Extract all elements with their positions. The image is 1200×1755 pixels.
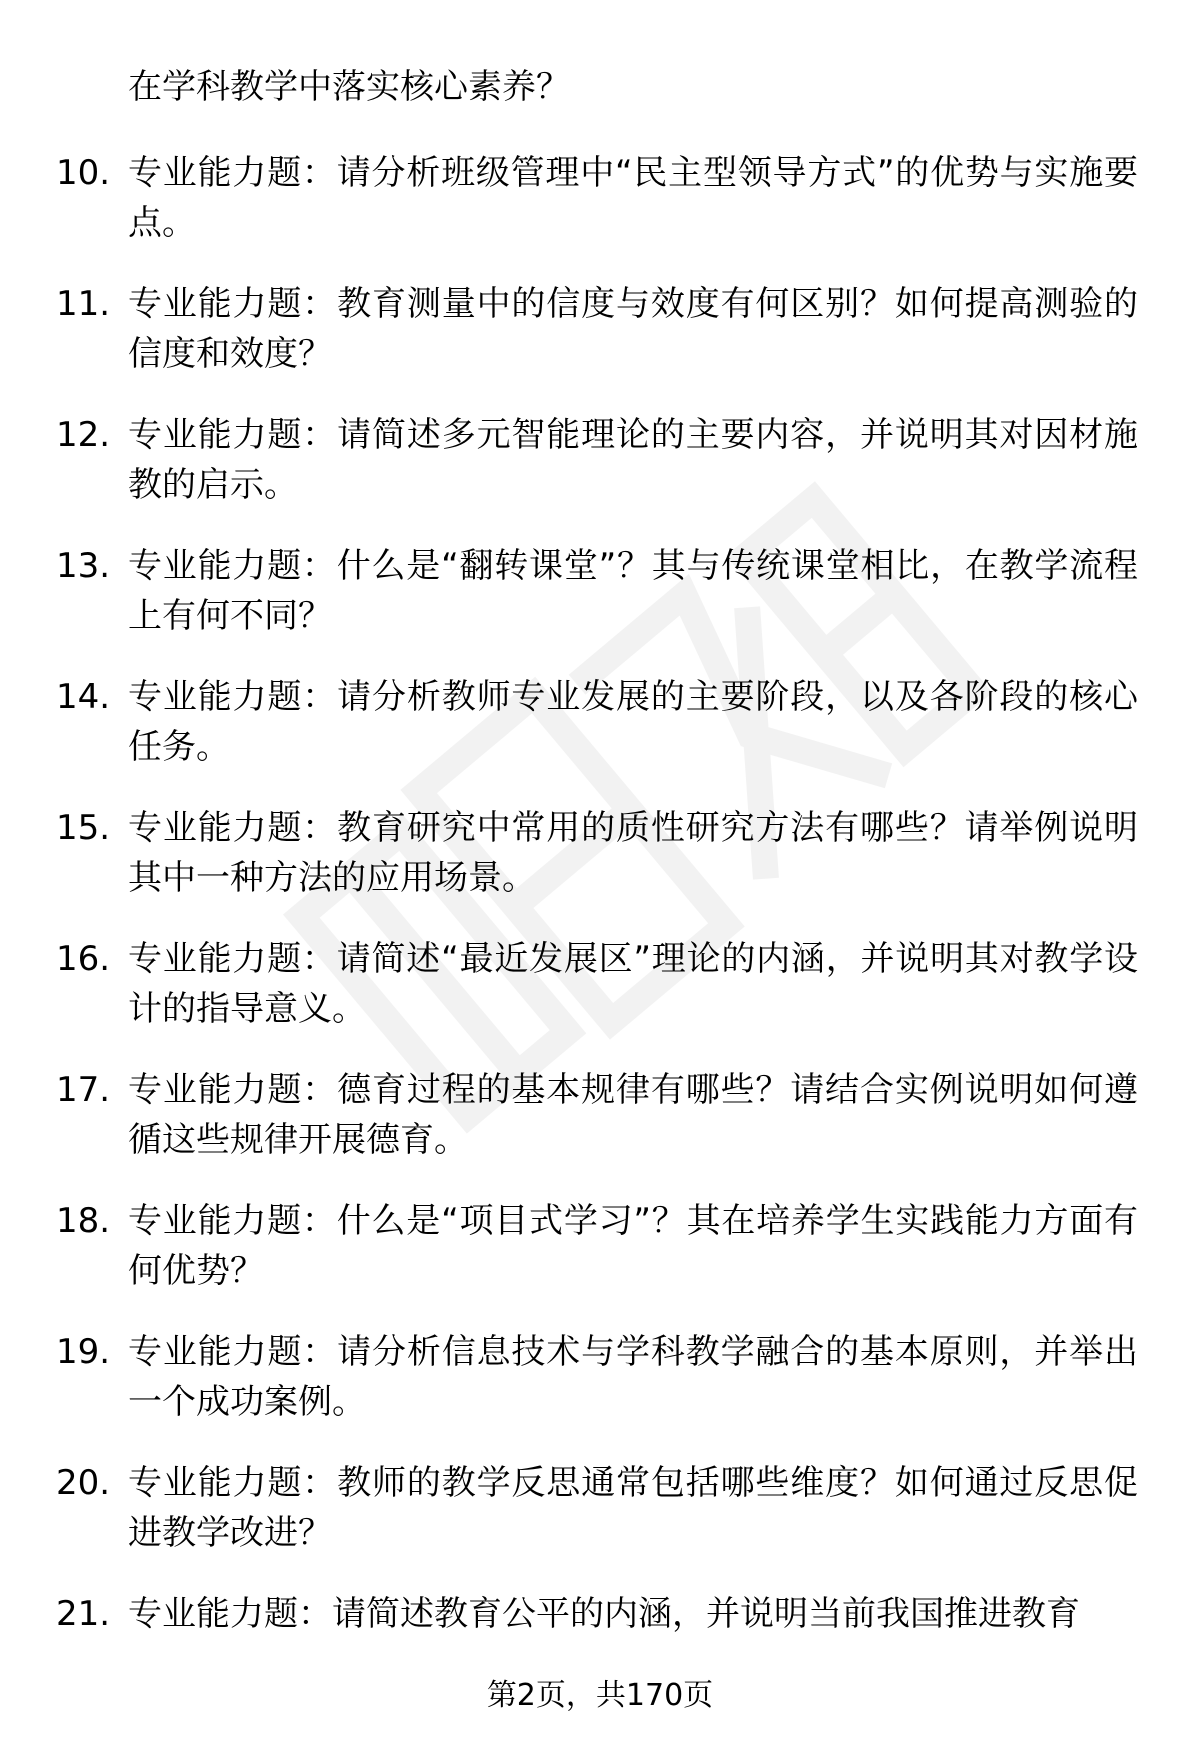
question-text: 专业能力题：请分析班级管理中“民主型领导方式”的优势与实施要点。: [128, 153, 1138, 243]
list-item: [0, 148, 1200, 279]
question-number: 21.: [56, 1594, 111, 1634]
question-text: 专业能力题：教育测量中的信度与效度有何区别？如何提高测验的信度和效度？: [128, 284, 1138, 374]
question-number: 18.: [56, 1201, 111, 1241]
question-text: 专业能力题：教师的教学反思通常包括哪些维度？如何通过反思促进教学改进？: [128, 1463, 1138, 1553]
continuation-text: 在学科教学中落实核心素养？: [128, 67, 570, 107]
question-text: 专业能力题：德育过程的基本规律有哪些？请结合实例说明如何遵循这些规律开展德育。: [128, 1070, 1138, 1160]
list-item: [0, 672, 1200, 803]
list-item: [0, 541, 1200, 672]
question-list: [0, 148, 1200, 1720]
list-item: [0, 1196, 1200, 1327]
question-text: 专业能力题：请简述“最近发展区”理论的内涵，并说明其对教学设计的指导意义。: [128, 939, 1138, 1029]
list-item: [0, 410, 1200, 541]
question-text: 专业能力题：教育研究中常用的质性研究方法有哪些？请举例说明其中一种方法的应用场景。: [128, 808, 1138, 898]
question-text: 专业能力题：请分析教师专业发展的主要阶段，以及各阶段的核心任务。: [128, 677, 1138, 767]
question-number: 14.: [56, 677, 111, 717]
question-number: 20.: [56, 1463, 111, 1503]
question-text: 专业能力题：什么是“翻转课堂”？其与传统课堂相比，在教学流程上有何不同？: [128, 546, 1138, 636]
list-item: [0, 1065, 1200, 1196]
page-number-footer: 第2页，共170页: [486, 1678, 714, 1713]
question-text: 专业能力题：请分析信息技术与学科教学融合的基本原则，并举出一个成功案例。: [128, 1332, 1138, 1422]
question-number: 10.: [56, 153, 111, 193]
list-item: [0, 803, 1200, 934]
list-item: [0, 1327, 1200, 1458]
list-item: [0, 279, 1200, 410]
question-number: 16.: [56, 939, 111, 979]
question-text: 专业能力题：什么是“项目式学习”？其在培养学生实践能力方面有何优势？: [128, 1201, 1138, 1291]
question-number: 11.: [56, 284, 111, 324]
list-item: [0, 1458, 1200, 1589]
question-text: 专业能力题：请简述多元智能理论的主要内容，并说明其对因材施教的启示。: [128, 415, 1138, 505]
question-number: 19.: [56, 1332, 111, 1372]
question-number: 15.: [56, 808, 111, 848]
question-text: 专业能力题：请简述教育公平的内涵，并说明当前我国推进教育: [128, 1594, 1080, 1634]
question-number: 12.: [56, 415, 111, 455]
list-item: [0, 934, 1200, 1065]
question-number: 13.: [56, 546, 111, 586]
question-number: 17.: [56, 1070, 111, 1110]
